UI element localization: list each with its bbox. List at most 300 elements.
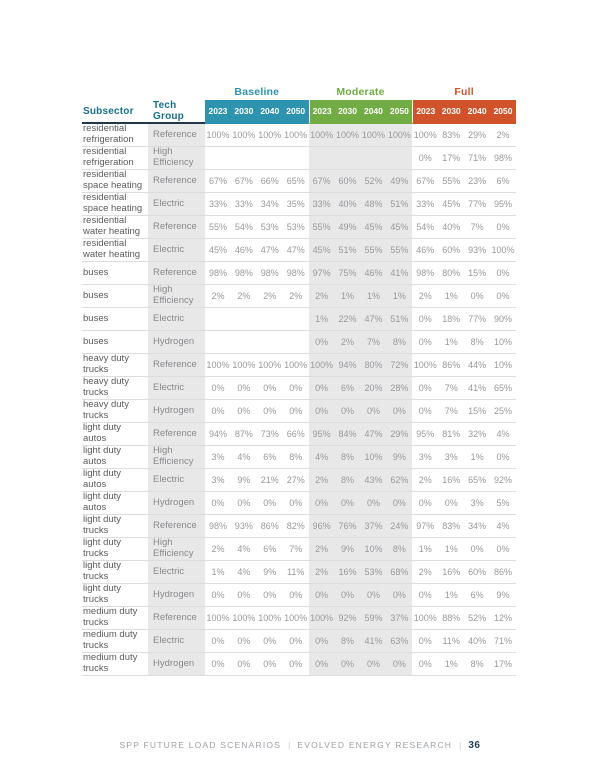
value-cell-baseline-2023: 100% bbox=[205, 124, 231, 147]
value-cell-baseline-2050: 100% bbox=[283, 354, 309, 377]
tech-group-cell: Reference bbox=[148, 262, 205, 285]
group-header-baseline: Baseline bbox=[234, 86, 280, 98]
value-cell-moderate-2023: 100% bbox=[309, 354, 335, 377]
value-cell-full-2030: 0% bbox=[438, 492, 464, 515]
value-cell-baseline-2040: 6% bbox=[257, 446, 283, 469]
year-header-baseline-2050: 2050 bbox=[283, 100, 309, 124]
value-cell-full-2030: 1% bbox=[438, 331, 464, 354]
value-cell-moderate-2030: 0% bbox=[335, 584, 361, 607]
value-cell-full-2030: 1% bbox=[438, 653, 464, 676]
value-cell-full-2050: 10% bbox=[490, 331, 516, 354]
value-cell-full-2023: 98% bbox=[412, 262, 438, 285]
value-cell-moderate-2040: 0% bbox=[360, 492, 386, 515]
value-cell-full-2023: 1% bbox=[412, 538, 438, 561]
value-cell-moderate-2040: 37% bbox=[360, 515, 386, 538]
value-cell-full-2023: 0% bbox=[412, 630, 438, 653]
value-cell-full-2040: 15% bbox=[464, 262, 490, 285]
subsector-cell: light duty trucks bbox=[82, 515, 148, 538]
subsector-cell: light duty trucks bbox=[82, 561, 148, 584]
value-cell-moderate-2050: 100% bbox=[386, 124, 412, 147]
value-cell-full-2030: 7% bbox=[438, 377, 464, 400]
value-cell-moderate-2040: 100% bbox=[360, 124, 386, 147]
tech-group-cell: Hydrogen bbox=[148, 331, 205, 354]
page-footer bbox=[0, 740, 600, 751]
value-cell-moderate-2030: 75% bbox=[335, 262, 361, 285]
footer-separator: | bbox=[288, 740, 291, 750]
value-cell-moderate-2023 bbox=[309, 147, 335, 170]
value-cell-baseline-2030 bbox=[231, 331, 257, 354]
value-cell-baseline-2023: 67% bbox=[205, 170, 231, 193]
subsector-cell: residential water heating bbox=[82, 239, 148, 262]
value-cell-baseline-2030: 0% bbox=[231, 492, 257, 515]
value-cell-moderate-2050: 68% bbox=[386, 561, 412, 584]
value-cell-full-2050: 17% bbox=[490, 653, 516, 676]
value-cell-moderate-2030: 51% bbox=[335, 239, 361, 262]
tech-group-cell: High Efficiency bbox=[148, 147, 205, 170]
value-cell-full-2050: 90% bbox=[490, 308, 516, 331]
value-cell-full-2023: 2% bbox=[412, 561, 438, 584]
tech-group-cell: Electric bbox=[148, 561, 205, 584]
value-cell-baseline-2050: 11% bbox=[283, 561, 309, 584]
value-cell-moderate-2050: 0% bbox=[386, 492, 412, 515]
value-cell-moderate-2023: 95% bbox=[309, 423, 335, 446]
value-cell-baseline-2040: 100% bbox=[257, 354, 283, 377]
value-cell-moderate-2040: 80% bbox=[360, 354, 386, 377]
value-cell-baseline-2050: 0% bbox=[283, 630, 309, 653]
subsector-cell: residential water heating bbox=[82, 216, 148, 239]
value-cell-moderate-2023: 0% bbox=[309, 653, 335, 676]
value-cell-moderate-2030: 8% bbox=[335, 469, 361, 492]
value-cell-moderate-2040: 1% bbox=[360, 285, 386, 308]
value-cell-baseline-2050: 35% bbox=[283, 193, 309, 216]
tech-group-cell: Reference bbox=[148, 423, 205, 446]
value-cell-full-2030: 40% bbox=[438, 216, 464, 239]
footer-report-title: SPP FUTURE LOAD SCENARIOS bbox=[119, 740, 282, 750]
value-cell-moderate-2030: 22% bbox=[335, 308, 361, 331]
value-cell-baseline-2030: 100% bbox=[231, 607, 257, 630]
value-cell-moderate-2030: 100% bbox=[335, 124, 361, 147]
year-header-moderate-2040: 2040 bbox=[360, 100, 386, 124]
year-header-full-2050: 2050 bbox=[490, 100, 516, 124]
value-cell-moderate-2030: 60% bbox=[335, 170, 361, 193]
value-cell-full-2023: 67% bbox=[412, 170, 438, 193]
value-cell-baseline-2030: 4% bbox=[231, 538, 257, 561]
value-cell-full-2050: 86% bbox=[490, 561, 516, 584]
subsector-cell: buses bbox=[82, 331, 148, 354]
value-cell-full-2050: 4% bbox=[490, 515, 516, 538]
subsector-cell: heavy duty trucks bbox=[82, 400, 148, 423]
value-cell-baseline-2023: 2% bbox=[205, 285, 231, 308]
year-header-full-2023: 2023 bbox=[412, 100, 438, 124]
value-cell-moderate-2050: 9% bbox=[386, 446, 412, 469]
value-cell-full-2050: 12% bbox=[490, 607, 516, 630]
value-cell-full-2023: 0% bbox=[412, 400, 438, 423]
value-cell-moderate-2023: 100% bbox=[309, 607, 335, 630]
value-cell-full-2023: 97% bbox=[412, 515, 438, 538]
value-cell-full-2040: 7% bbox=[464, 216, 490, 239]
value-cell-moderate-2050: 45% bbox=[386, 216, 412, 239]
value-cell-full-2023: 33% bbox=[412, 193, 438, 216]
subsector-cell: light duty autos bbox=[82, 423, 148, 446]
value-cell-baseline-2040: 53% bbox=[257, 216, 283, 239]
value-cell-full-2023: 3% bbox=[412, 446, 438, 469]
value-cell-full-2050: 0% bbox=[490, 216, 516, 239]
value-cell-moderate-2023: 2% bbox=[309, 285, 335, 308]
value-cell-moderate-2023: 1% bbox=[309, 308, 335, 331]
value-cell-baseline-2050: 82% bbox=[283, 515, 309, 538]
value-cell-moderate-2030: 16% bbox=[335, 561, 361, 584]
value-cell-full-2050: 95% bbox=[490, 193, 516, 216]
value-cell-full-2050: 6% bbox=[490, 170, 516, 193]
value-cell-baseline-2050 bbox=[283, 147, 309, 170]
value-cell-baseline-2040: 100% bbox=[257, 607, 283, 630]
value-cell-full-2023: 2% bbox=[412, 469, 438, 492]
value-cell-moderate-2030: 6% bbox=[335, 377, 361, 400]
value-cell-baseline-2030: 98% bbox=[231, 262, 257, 285]
value-cell-baseline-2023: 0% bbox=[205, 630, 231, 653]
value-cell-full-2040: 40% bbox=[464, 630, 490, 653]
value-cell-moderate-2050: 72% bbox=[386, 354, 412, 377]
value-cell-full-2023: 100% bbox=[412, 124, 438, 147]
value-cell-full-2030: 1% bbox=[438, 285, 464, 308]
value-cell-moderate-2040: 0% bbox=[360, 653, 386, 676]
tech-group-cell: Reference bbox=[148, 354, 205, 377]
value-cell-moderate-2023: 96% bbox=[309, 515, 335, 538]
value-cell-full-2040: 6% bbox=[464, 584, 490, 607]
tech-group-cell: Electric bbox=[148, 239, 205, 262]
subsector-cell: heavy duty trucks bbox=[82, 354, 148, 377]
value-cell-moderate-2040: 45% bbox=[360, 216, 386, 239]
value-cell-full-2030: 83% bbox=[438, 124, 464, 147]
value-cell-moderate-2050: 1% bbox=[386, 285, 412, 308]
value-cell-moderate-2030: 8% bbox=[335, 630, 361, 653]
value-cell-baseline-2040: 21% bbox=[257, 469, 283, 492]
value-cell-moderate-2050: 51% bbox=[386, 193, 412, 216]
value-cell-baseline-2023: 33% bbox=[205, 193, 231, 216]
value-cell-baseline-2030: 2% bbox=[231, 285, 257, 308]
value-cell-moderate-2023: 67% bbox=[309, 170, 335, 193]
subsector-cell: buses bbox=[82, 285, 148, 308]
value-cell-baseline-2050: 66% bbox=[283, 423, 309, 446]
value-cell-full-2040: 52% bbox=[464, 607, 490, 630]
value-cell-moderate-2040 bbox=[360, 147, 386, 170]
year-header-baseline-2040: 2040 bbox=[257, 100, 283, 124]
value-cell-moderate-2040: 41% bbox=[360, 630, 386, 653]
value-cell-full-2050: 0% bbox=[490, 285, 516, 308]
header-corner-spacer bbox=[82, 84, 205, 100]
value-cell-moderate-2030 bbox=[335, 147, 361, 170]
value-cell-moderate-2040: 10% bbox=[360, 538, 386, 561]
value-cell-moderate-2023: 2% bbox=[309, 538, 335, 561]
tech-group-cell: Electric bbox=[148, 377, 205, 400]
value-cell-baseline-2050 bbox=[283, 331, 309, 354]
subsector-cell: light duty autos bbox=[82, 492, 148, 515]
value-cell-baseline-2050: 27% bbox=[283, 469, 309, 492]
group-header-moderate: Moderate bbox=[336, 86, 385, 98]
value-cell-moderate-2023: 0% bbox=[309, 630, 335, 653]
value-cell-moderate-2050 bbox=[386, 147, 412, 170]
value-cell-full-2030: 16% bbox=[438, 561, 464, 584]
value-cell-moderate-2040: 0% bbox=[360, 400, 386, 423]
value-cell-moderate-2030: 94% bbox=[335, 354, 361, 377]
value-cell-moderate-2040: 7% bbox=[360, 331, 386, 354]
value-cell-full-2050: 0% bbox=[490, 446, 516, 469]
value-cell-full-2040: 77% bbox=[464, 308, 490, 331]
value-cell-moderate-2023: 4% bbox=[309, 446, 335, 469]
value-cell-baseline-2030: 0% bbox=[231, 584, 257, 607]
value-cell-moderate-2040: 53% bbox=[360, 561, 386, 584]
value-cell-full-2030: 3% bbox=[438, 446, 464, 469]
value-cell-full-2023: 0% bbox=[412, 653, 438, 676]
value-cell-baseline-2030: 0% bbox=[231, 377, 257, 400]
value-cell-moderate-2030: 49% bbox=[335, 216, 361, 239]
value-cell-baseline-2023: 3% bbox=[205, 469, 231, 492]
value-cell-baseline-2023: 98% bbox=[205, 515, 231, 538]
value-cell-baseline-2023: 45% bbox=[205, 239, 231, 262]
value-cell-moderate-2050: 49% bbox=[386, 170, 412, 193]
subsector-cell: heavy duty trucks bbox=[82, 377, 148, 400]
value-cell-full-2023: 95% bbox=[412, 423, 438, 446]
value-cell-full-2050: 10% bbox=[490, 354, 516, 377]
value-cell-baseline-2040: 47% bbox=[257, 239, 283, 262]
value-cell-full-2023: 2% bbox=[412, 285, 438, 308]
value-cell-moderate-2050: 8% bbox=[386, 331, 412, 354]
value-cell-baseline-2030 bbox=[231, 147, 257, 170]
value-cell-baseline-2050: 0% bbox=[283, 400, 309, 423]
value-cell-moderate-2040: 52% bbox=[360, 170, 386, 193]
value-cell-full-2030: 18% bbox=[438, 308, 464, 331]
value-cell-full-2040: 60% bbox=[464, 561, 490, 584]
value-cell-moderate-2023: 45% bbox=[309, 239, 335, 262]
value-cell-baseline-2040: 0% bbox=[257, 377, 283, 400]
value-cell-moderate-2050: 0% bbox=[386, 400, 412, 423]
value-cell-full-2040: 3% bbox=[464, 492, 490, 515]
footer-page-number: 36 bbox=[468, 740, 481, 751]
value-cell-full-2050: 9% bbox=[490, 584, 516, 607]
value-cell-baseline-2023: 0% bbox=[205, 653, 231, 676]
value-cell-baseline-2050: 100% bbox=[283, 607, 309, 630]
col-header-tech-group: Tech Group bbox=[148, 100, 205, 124]
subsector-cell: medium duty trucks bbox=[82, 607, 148, 630]
value-cell-baseline-2040: 34% bbox=[257, 193, 283, 216]
value-cell-moderate-2050: 24% bbox=[386, 515, 412, 538]
value-cell-baseline-2023: 55% bbox=[205, 216, 231, 239]
value-cell-baseline-2023: 0% bbox=[205, 492, 231, 515]
value-cell-baseline-2030: 0% bbox=[231, 630, 257, 653]
value-cell-moderate-2023: 100% bbox=[309, 124, 335, 147]
value-cell-full-2040: 29% bbox=[464, 124, 490, 147]
value-cell-moderate-2023: 0% bbox=[309, 377, 335, 400]
tech-group-cell: Reference bbox=[148, 515, 205, 538]
value-cell-moderate-2030: 8% bbox=[335, 446, 361, 469]
value-cell-baseline-2030: 54% bbox=[231, 216, 257, 239]
value-cell-baseline-2050: 7% bbox=[283, 538, 309, 561]
value-cell-full-2030: 81% bbox=[438, 423, 464, 446]
value-cell-moderate-2030: 0% bbox=[335, 492, 361, 515]
subsector-cell: residential refrigeration bbox=[82, 124, 148, 147]
value-cell-full-2030: 45% bbox=[438, 193, 464, 216]
value-cell-full-2023: 54% bbox=[412, 216, 438, 239]
year-header-moderate-2023: 2023 bbox=[309, 100, 335, 124]
value-cell-moderate-2050: 51% bbox=[386, 308, 412, 331]
value-cell-baseline-2050: 65% bbox=[283, 170, 309, 193]
subsector-cell: residential space heating bbox=[82, 170, 148, 193]
value-cell-full-2040: 41% bbox=[464, 377, 490, 400]
value-cell-full-2040: 65% bbox=[464, 469, 490, 492]
value-cell-full-2050: 5% bbox=[490, 492, 516, 515]
value-cell-moderate-2023: 97% bbox=[309, 262, 335, 285]
value-cell-full-2050: 25% bbox=[490, 400, 516, 423]
value-cell-full-2050: 0% bbox=[490, 262, 516, 285]
value-cell-baseline-2023 bbox=[205, 147, 231, 170]
value-cell-full-2030: 16% bbox=[438, 469, 464, 492]
value-cell-full-2050: 100% bbox=[490, 239, 516, 262]
value-cell-baseline-2023: 100% bbox=[205, 607, 231, 630]
value-cell-moderate-2040: 20% bbox=[360, 377, 386, 400]
value-cell-full-2050: 2% bbox=[490, 124, 516, 147]
value-cell-baseline-2040: 66% bbox=[257, 170, 283, 193]
value-cell-baseline-2050: 0% bbox=[283, 584, 309, 607]
value-cell-baseline-2040: 2% bbox=[257, 285, 283, 308]
value-cell-moderate-2040: 43% bbox=[360, 469, 386, 492]
value-cell-moderate-2040: 47% bbox=[360, 423, 386, 446]
footer-separator: | bbox=[459, 740, 462, 750]
value-cell-baseline-2040: 86% bbox=[257, 515, 283, 538]
value-cell-moderate-2050: 37% bbox=[386, 607, 412, 630]
value-cell-baseline-2040: 73% bbox=[257, 423, 283, 446]
value-cell-moderate-2030: 9% bbox=[335, 538, 361, 561]
tech-group-cell: Electric bbox=[148, 308, 205, 331]
col-header-subsector: Subsector bbox=[82, 100, 148, 124]
value-cell-baseline-2023: 94% bbox=[205, 423, 231, 446]
value-cell-baseline-2040 bbox=[257, 147, 283, 170]
value-cell-baseline-2040 bbox=[257, 331, 283, 354]
value-cell-baseline-2040: 100% bbox=[257, 124, 283, 147]
value-cell-full-2023: 0% bbox=[412, 147, 438, 170]
value-cell-moderate-2023: 33% bbox=[309, 193, 335, 216]
value-cell-moderate-2050: 29% bbox=[386, 423, 412, 446]
tech-group-cell: Reference bbox=[148, 607, 205, 630]
value-cell-moderate-2040: 46% bbox=[360, 262, 386, 285]
value-cell-moderate-2050: 28% bbox=[386, 377, 412, 400]
value-cell-baseline-2030: 87% bbox=[231, 423, 257, 446]
value-cell-moderate-2030: 2% bbox=[335, 331, 361, 354]
value-cell-full-2023: 100% bbox=[412, 607, 438, 630]
value-cell-full-2030: 86% bbox=[438, 354, 464, 377]
value-cell-full-2040: 77% bbox=[464, 193, 490, 216]
value-cell-baseline-2040: 6% bbox=[257, 538, 283, 561]
tech-group-cell: Electric bbox=[148, 469, 205, 492]
tech-group-cell: Hydrogen bbox=[148, 584, 205, 607]
value-cell-moderate-2050: 62% bbox=[386, 469, 412, 492]
scenario-adoption-table bbox=[82, 84, 516, 676]
value-cell-baseline-2030: 9% bbox=[231, 469, 257, 492]
tech-group-cell: Reference bbox=[148, 216, 205, 239]
value-cell-full-2030: 80% bbox=[438, 262, 464, 285]
value-cell-baseline-2023: 1% bbox=[205, 561, 231, 584]
tech-group-cell: High Efficiency bbox=[148, 446, 205, 469]
value-cell-full-2030: 7% bbox=[438, 400, 464, 423]
value-cell-baseline-2023: 0% bbox=[205, 584, 231, 607]
value-cell-moderate-2030: 0% bbox=[335, 653, 361, 676]
subsector-cell: medium duty trucks bbox=[82, 653, 148, 676]
value-cell-baseline-2023 bbox=[205, 308, 231, 331]
value-cell-moderate-2050: 8% bbox=[386, 538, 412, 561]
subsector-cell: light duty trucks bbox=[82, 538, 148, 561]
year-header-full-2040: 2040 bbox=[464, 100, 490, 124]
year-header-moderate-2030: 2030 bbox=[335, 100, 361, 124]
value-cell-baseline-2030 bbox=[231, 308, 257, 331]
value-cell-baseline-2050: 100% bbox=[283, 124, 309, 147]
value-cell-full-2040: 0% bbox=[464, 538, 490, 561]
subsector-cell: buses bbox=[82, 308, 148, 331]
value-cell-full-2023: 46% bbox=[412, 239, 438, 262]
tech-group-cell: Electric bbox=[148, 630, 205, 653]
value-cell-full-2023: 0% bbox=[412, 492, 438, 515]
value-cell-full-2040: 34% bbox=[464, 515, 490, 538]
value-cell-full-2040: 32% bbox=[464, 423, 490, 446]
value-cell-moderate-2023: 2% bbox=[309, 469, 335, 492]
value-cell-moderate-2023: 0% bbox=[309, 584, 335, 607]
value-cell-full-2040: 93% bbox=[464, 239, 490, 262]
value-cell-moderate-2030: 76% bbox=[335, 515, 361, 538]
value-cell-full-2023: 0% bbox=[412, 308, 438, 331]
value-cell-baseline-2030: 67% bbox=[231, 170, 257, 193]
value-cell-full-2050: 65% bbox=[490, 377, 516, 400]
value-cell-moderate-2050: 0% bbox=[386, 584, 412, 607]
value-cell-full-2030: 11% bbox=[438, 630, 464, 653]
value-cell-moderate-2030: 84% bbox=[335, 423, 361, 446]
value-cell-baseline-2050: 2% bbox=[283, 285, 309, 308]
subsector-cell: medium duty trucks bbox=[82, 630, 148, 653]
value-cell-moderate-2050: 41% bbox=[386, 262, 412, 285]
subsector-cell: light duty autos bbox=[82, 469, 148, 492]
value-cell-baseline-2030: 4% bbox=[231, 446, 257, 469]
tech-group-cell: Electric bbox=[148, 193, 205, 216]
value-cell-full-2030: 1% bbox=[438, 538, 464, 561]
value-cell-full-2023: 0% bbox=[412, 377, 438, 400]
value-cell-moderate-2040: 48% bbox=[360, 193, 386, 216]
value-cell-baseline-2040: 98% bbox=[257, 262, 283, 285]
tech-group-cell: High Efficiency bbox=[148, 538, 205, 561]
value-cell-baseline-2030: 100% bbox=[231, 354, 257, 377]
value-cell-baseline-2050: 53% bbox=[283, 216, 309, 239]
value-cell-baseline-2050: 8% bbox=[283, 446, 309, 469]
value-cell-moderate-2023: 0% bbox=[309, 492, 335, 515]
tech-group-cell: Reference bbox=[148, 170, 205, 193]
value-cell-moderate-2023: 0% bbox=[309, 331, 335, 354]
value-cell-moderate-2040: 47% bbox=[360, 308, 386, 331]
value-cell-full-2030: 17% bbox=[438, 147, 464, 170]
value-cell-full-2050: 92% bbox=[490, 469, 516, 492]
value-cell-moderate-2050: 55% bbox=[386, 239, 412, 262]
value-cell-full-2040: 1% bbox=[464, 446, 490, 469]
value-cell-baseline-2023 bbox=[205, 331, 231, 354]
value-cell-baseline-2050: 47% bbox=[283, 239, 309, 262]
year-header-baseline-2023: 2023 bbox=[205, 100, 231, 124]
value-cell-moderate-2040: 10% bbox=[360, 446, 386, 469]
value-cell-baseline-2050: 0% bbox=[283, 492, 309, 515]
value-cell-moderate-2050: 63% bbox=[386, 630, 412, 653]
tech-group-cell: Reference bbox=[148, 124, 205, 147]
value-cell-baseline-2030: 33% bbox=[231, 193, 257, 216]
value-cell-moderate-2030: 40% bbox=[335, 193, 361, 216]
value-cell-baseline-2040 bbox=[257, 308, 283, 331]
value-cell-baseline-2040: 0% bbox=[257, 492, 283, 515]
tech-group-cell: High Efficiency bbox=[148, 285, 205, 308]
value-cell-full-2030: 55% bbox=[438, 170, 464, 193]
value-cell-moderate-2030: 0% bbox=[335, 400, 361, 423]
